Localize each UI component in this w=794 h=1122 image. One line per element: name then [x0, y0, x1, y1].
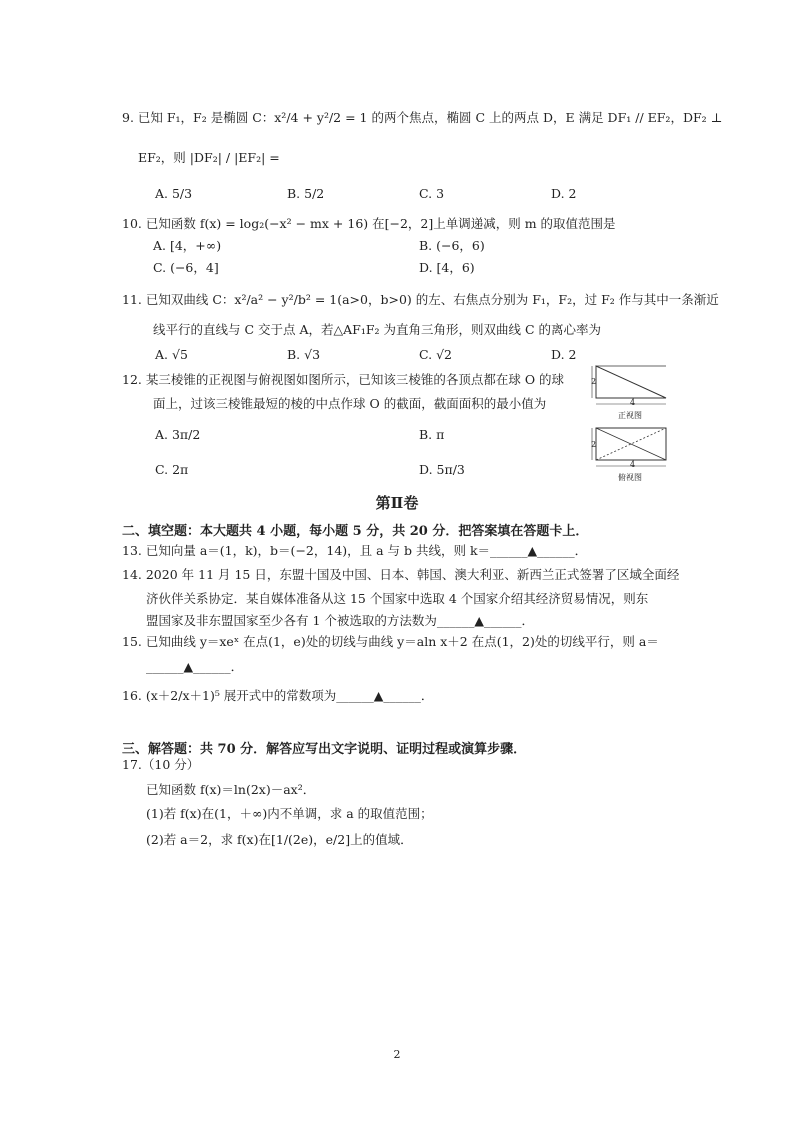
q14-line2: 济伙伴关系协定．某自媒体准备从这 15 个国家中选取 4 个国家介绍其经济贸易情况，则东 [146, 591, 649, 606]
q17-title: 17.（10 分） [122, 757, 200, 772]
q11-option-b: B. √3 [287, 347, 321, 362]
q10-option-b: B. (−6，6) [419, 238, 485, 253]
part2-title: 第Ⅱ卷 [375, 494, 419, 512]
section2-heading: 二、填空题：本大题共 4 小题，每小题 5 分，共 20 分．把答案填在答题卡上． [122, 524, 589, 539]
q14-line3: 盟国家及非东盟国家至少各有 1 个被选取的方法数为______▲______． [146, 613, 535, 628]
q17-part1: (1)若 f(x)在(1，＋∞)内不单调，求 a 的取值范围； [146, 806, 433, 821]
q17-stem: 已知函数 f(x)＝ln(2x)－ax²． [146, 782, 316, 797]
q12-option-c: C. 2π [155, 462, 189, 477]
top-view-shape [592, 428, 666, 466]
q10-option-c: C. (−6，4] [153, 260, 219, 275]
q11-option-d: D. 2 [551, 347, 577, 362]
q9-line1: 9. 已知 F₁，F₂ 是椭圆 C：x²/4 + y²/2 = 1 的两个焦点，椭圆 C 上的两点 D，E 满足 DF₁ // EF₂，DF₂ ⊥ [122, 110, 723, 125]
q11-line2: 线平行的直线与 C 交于点 A，若△AF₁F₂ 为直角三角形，则双曲线 C 的离心率为 [153, 322, 602, 337]
front-view-shape [592, 366, 666, 404]
q9-line2: EF₂，则 |DF₂| / |EF₂| = [138, 150, 280, 165]
top-view-caption: 俯视图 [618, 473, 642, 482]
q17-part2: (2)若 a＝2，求 f(x)在[1/(2e)，e/2]上的值域． [146, 832, 413, 847]
front-view-width-label: 4 [630, 398, 636, 407]
q11-option-c: C. √2 [419, 347, 452, 362]
q12-option-d: D. 5π/3 [419, 462, 465, 477]
q11-option-a: A. √5 [155, 347, 188, 362]
q13-line: 13. 已知向量 a＝(1，k)，b＝(−2，14)，且 a 与 b 共线，则 k＝______▲______． [122, 543, 588, 558]
q9-option-c: C. 3 [419, 186, 445, 201]
q10-option-d: D. [4，6) [419, 260, 475, 275]
q9-option-d: D. 2 [551, 186, 577, 201]
q10-option-a: A. [4，+∞) [153, 238, 222, 253]
q10-line1: 10. 已知函数 f(x) = log₂(−x² − mx + 16) 在[−2，2]上单调递减，则 m 的取值范围是 [122, 216, 616, 231]
q14-line1: 14. 2020 年 11 月 15 日，东盟十国及中国、日本、韩国、澳大利亚、新西兰正式签署了区域全面经 [122, 567, 680, 582]
q15-line2: ______▲______． [146, 659, 244, 674]
q16-line: 16. (x＋2/x＋1)⁵ 展开式中的常数项为______▲______． [122, 688, 434, 703]
top-view-width-label: 4 [630, 460, 636, 469]
q9-option-a: A. 5/3 [155, 186, 193, 201]
front-view-height-label: 2 [591, 377, 597, 386]
section3-heading: 三、解答题：共 70 分．解答应写出文字说明、证明过程或演算步骤． [122, 742, 527, 757]
front-view-caption: 正视图 [618, 411, 642, 420]
q12-line1: 12. 某三棱锥的正视图与俯视图如图所示，已知该三棱锥的各顶点都在球 O 的球 [122, 372, 565, 387]
q12-option-b: B. π [419, 427, 445, 442]
page-number: 2 [393, 1048, 401, 1061]
q15-line1: 15. 已知曲线 y＝xeˣ 在点(1，e)处的切线与曲线 y＝aln x＋2 在点(1，2)处的切线平行，则 a＝ [122, 634, 659, 649]
q12-line2: 面上，过该三棱锥最短的棱的中点作球 O 的截面，截面面积的最小值为 [153, 396, 547, 411]
top-view-height-label: 2 [591, 440, 597, 449]
q11-line1: 11. 已知双曲线 C：x²/a² − y²/b² = 1(a>0，b>0) 的左、右焦点分别为 F₁，F₂，过 F₂ 作与其中一条渐近 [122, 292, 719, 307]
q9-option-b: B. 5/2 [287, 186, 325, 201]
q12-option-a: A. 3π/2 [155, 427, 201, 442]
